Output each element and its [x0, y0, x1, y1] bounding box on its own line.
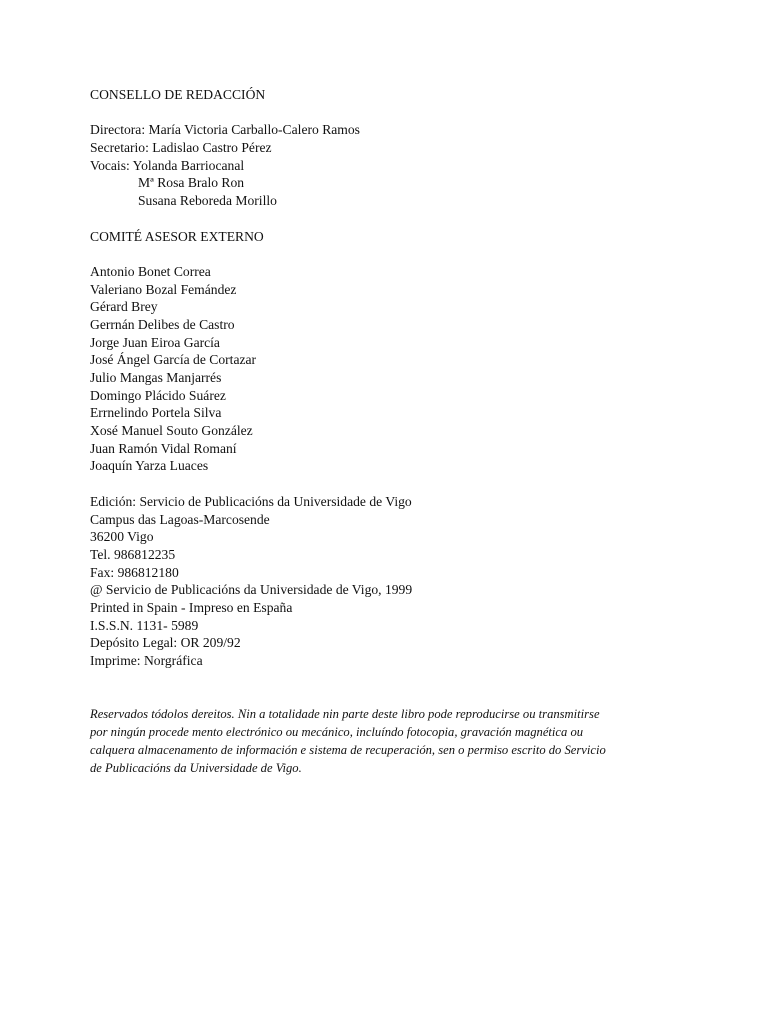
rights-notice-line: calquera almacenamento de información e sistema de recuperación, sen o permiso escrito do Servicio: [90, 743, 606, 758]
advisory-committee-section: [90, 228, 690, 476]
rights-notice-line: de Publicacións da Universidade de Vigo.: [90, 761, 302, 776]
rights-notice-line: Reservados tódolos dereitos. Nin a totalidade nin parte deste libro pode reproducirse ou transmitirse: [90, 706, 600, 721]
copyright-line: @ Servicio de Publicacións da Universidade de Vigo, 1999: [90, 582, 413, 598]
rights-notice: [90, 705, 670, 778]
committee-member: Juan Ramón Vidal Romaní: [90, 440, 237, 456]
phone-line: Tel. 986812235: [90, 546, 176, 562]
committee-member: Julio Mangas Manjarrés: [90, 370, 222, 385]
member-line: Mª Rosa Bralo Ron: [138, 175, 245, 191]
secretary-line: Secretario: Ladislao Castro Pérez: [90, 140, 272, 156]
colophon-page: [90, 86, 690, 778]
rights-notice-line: por ningún procede mento electrónico ou mecánico, incluíndo fotocopia, gravación magnética ou: [90, 724, 584, 739]
committee-member: Errnelindo Portela Silva: [90, 405, 222, 421]
committee-member: José Ángel García de Cortazar: [90, 352, 257, 368]
address-line: Campus das Lagoas-Marcosende: [90, 511, 270, 527]
committee-member: Gerrnán Delibes de Castro: [90, 316, 235, 332]
editorial-board-heading: CONSELLO DE REDACCIÓN: [90, 87, 266, 102]
member-line: Susana Reboreda Morillo: [138, 193, 277, 209]
advisory-committee-heading: COMITÉ ASESOR EXTERNO: [90, 228, 264, 244]
committee-member: Gérard Brey: [90, 299, 158, 315]
committee-member: Antonio Bonet Correa: [90, 263, 211, 279]
editorial-board-section: [90, 86, 690, 210]
printed-in-line: Printed in Spain - Impreso en España: [90, 599, 293, 615]
publisher-line: Edición: Servicio de Publicacións da Universidade de Vigo: [90, 493, 412, 509]
publication-info-section: [90, 493, 690, 670]
legal-deposit-line: Depósito Legal: OR 209/92: [90, 635, 241, 651]
committee-member: Joaquín Yarza Luaces: [90, 458, 209, 474]
committee-member: Valeriano Bozal Femández: [90, 281, 237, 297]
postal-code-line: 36200 Vigo: [90, 529, 154, 545]
committee-member: Domingo Plácido Suárez: [90, 387, 226, 403]
committee-member: Xosé Manuel Souto González: [90, 423, 253, 439]
committee-member: Jorge Juan Eiroa García: [90, 334, 220, 350]
members-line: Vocais: Yolanda Barriocanal: [90, 157, 245, 173]
printer-line: Imprime: Norgráfica: [90, 653, 203, 668]
issn-line: I.S.S.N. 1131- 5989: [90, 617, 199, 633]
fax-line: Fax: 986812180: [90, 564, 179, 580]
director-line: Directora: María Victoria Carballo-Calero Ramos: [90, 122, 360, 138]
